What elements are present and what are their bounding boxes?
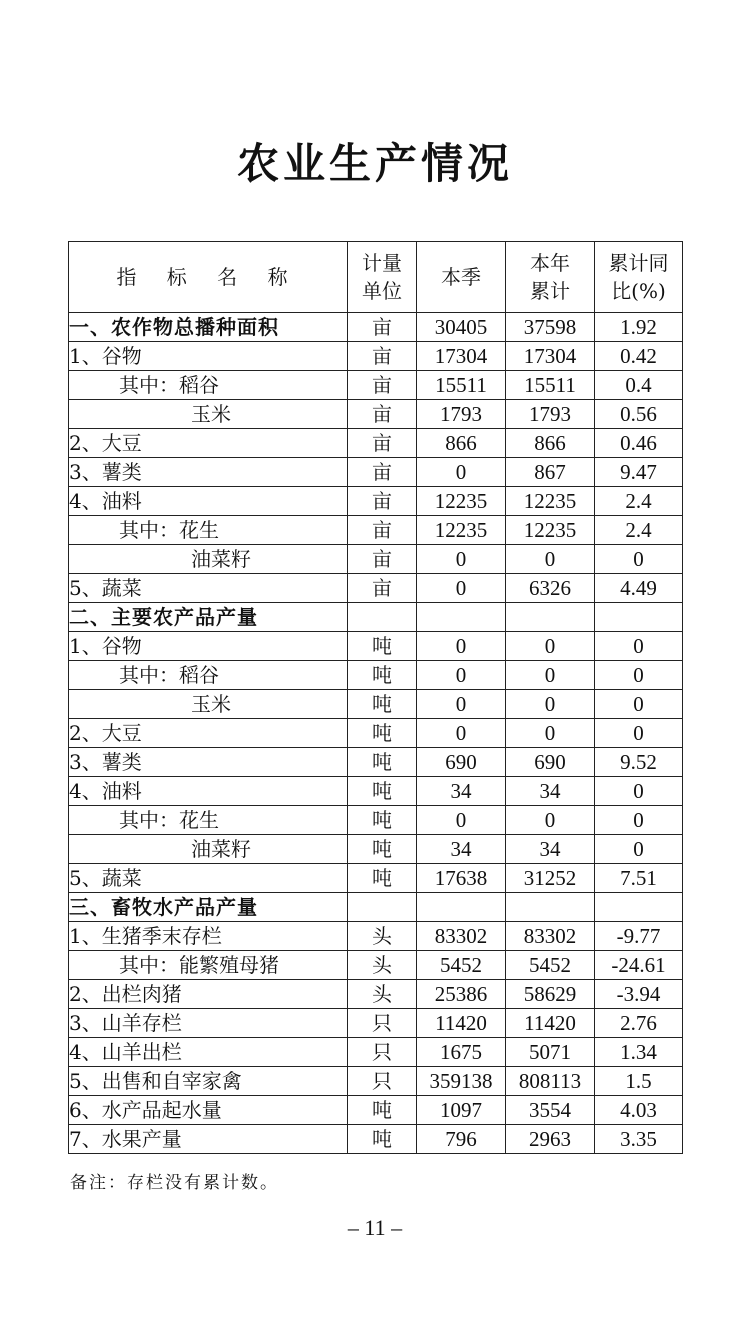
header-indicator-name: 指 标 名 称 (69, 242, 348, 313)
row-season-cell: 15511 (417, 371, 506, 400)
row-unit-cell: 头 (348, 951, 417, 980)
row-ytd-cell (506, 893, 595, 922)
row-ytd-cell: 867 (506, 458, 595, 487)
row-name-cell: 5、蔬菜 (69, 864, 348, 893)
row-name-cell: 4、油料 (69, 777, 348, 806)
row-ytd-cell: 34 (506, 835, 595, 864)
row-ytd-cell (506, 603, 595, 632)
row-ytd-cell: 690 (506, 748, 595, 777)
row-yoy-cell: 0.4 (595, 371, 683, 400)
row-yoy-cell: 1.34 (595, 1038, 683, 1067)
row-ytd-cell: 0 (506, 719, 595, 748)
row-yoy-cell: 7.51 (595, 864, 683, 893)
header-season: 本季 (417, 242, 506, 313)
row-yoy-cell: 3.35 (595, 1125, 683, 1154)
row-ytd-cell: 0 (506, 545, 595, 574)
row-season-cell: 17304 (417, 342, 506, 371)
row-unit-cell: 吨 (348, 719, 417, 748)
table-row (69, 719, 683, 748)
row-season-cell: 0 (417, 632, 506, 661)
table-row (69, 429, 683, 458)
row-unit-cell: 亩 (348, 429, 417, 458)
row-name-cell: 其中：稻谷 (69, 371, 348, 400)
row-ytd-cell: 34 (506, 777, 595, 806)
row-season-cell: 690 (417, 748, 506, 777)
table-row (69, 951, 683, 980)
row-name-cell: 4、油料 (69, 487, 348, 516)
row-season-cell: 0 (417, 661, 506, 690)
row-ytd-cell: 11420 (506, 1009, 595, 1038)
row-season-cell: 0 (417, 545, 506, 574)
row-unit-cell: 吨 (348, 864, 417, 893)
row-unit-cell: 吨 (348, 1096, 417, 1125)
table-row (69, 661, 683, 690)
row-unit-cell: 亩 (348, 458, 417, 487)
row-yoy-cell: 0.42 (595, 342, 683, 371)
row-season-cell: 34 (417, 835, 506, 864)
header-yoy (595, 242, 683, 313)
table-row (69, 342, 683, 371)
row-yoy-cell: 0 (595, 545, 683, 574)
row-unit-cell: 只 (348, 1038, 417, 1067)
row-yoy-cell: 1.5 (595, 1067, 683, 1096)
table-row (69, 545, 683, 574)
row-ytd-cell: 12235 (506, 516, 595, 545)
table-row (69, 690, 683, 719)
row-season-cell: 25386 (417, 980, 506, 1009)
row-yoy-cell: 4.03 (595, 1096, 683, 1125)
row-season-cell: 12235 (417, 487, 506, 516)
row-name-cell: 三、畜牧水产品产量 (69, 893, 348, 922)
row-ytd-cell: 3554 (506, 1096, 595, 1125)
table-row (69, 516, 683, 545)
row-yoy-cell: 9.47 (595, 458, 683, 487)
row-ytd-cell: 31252 (506, 864, 595, 893)
row-yoy-cell: 9.52 (595, 748, 683, 777)
row-season-cell: 0 (417, 719, 506, 748)
header-unit (348, 242, 417, 313)
row-ytd-cell: 0 (506, 806, 595, 835)
row-season-cell: 30405 (417, 313, 506, 342)
row-ytd-cell: 58629 (506, 980, 595, 1009)
table-row (69, 864, 683, 893)
row-name-cell: 二、主要农产品产量 (69, 603, 348, 632)
row-unit-cell: 亩 (348, 545, 417, 574)
row-unit-cell: 只 (348, 1009, 417, 1038)
row-name-cell: 4、山羊出栏 (69, 1038, 348, 1067)
header-ytd-line2: 累计 (530, 279, 570, 303)
row-yoy-cell: 0 (595, 777, 683, 806)
row-unit-cell: 吨 (348, 661, 417, 690)
row-yoy-cell (595, 893, 683, 922)
row-season-cell (417, 603, 506, 632)
row-name-cell: 3、山羊存栏 (69, 1009, 348, 1038)
row-ytd-cell: 5071 (506, 1038, 595, 1067)
row-unit-cell: 吨 (348, 806, 417, 835)
row-ytd-cell: 37598 (506, 313, 595, 342)
row-season-cell: 359138 (417, 1067, 506, 1096)
row-yoy-cell: 0.46 (595, 429, 683, 458)
row-yoy-cell: 2.4 (595, 487, 683, 516)
row-yoy-cell: 0 (595, 632, 683, 661)
table-row (69, 458, 683, 487)
row-season-cell: 5452 (417, 951, 506, 980)
row-unit-cell: 头 (348, 922, 417, 951)
row-unit-cell (348, 893, 417, 922)
row-unit-cell: 亩 (348, 313, 417, 342)
header-ytd (506, 242, 595, 313)
row-name-cell: 其中：稻谷 (69, 661, 348, 690)
table-row (69, 487, 683, 516)
table-row (69, 922, 683, 951)
row-ytd-cell: 17304 (506, 342, 595, 371)
row-yoy-cell: 0 (595, 661, 683, 690)
row-unit-cell: 吨 (348, 1125, 417, 1154)
header-yoy-line1: 累计同 (608, 251, 669, 275)
table-row (69, 313, 683, 342)
row-unit-cell (348, 603, 417, 632)
row-name-cell: 2、出栏肉猪 (69, 980, 348, 1009)
table-row (69, 603, 683, 632)
row-name-cell: 玉米 (69, 400, 348, 429)
row-season-cell: 0 (417, 806, 506, 835)
page-number: – 11 – (347, 1215, 403, 1240)
row-unit-cell: 亩 (348, 574, 417, 603)
table-row (69, 835, 683, 864)
header-yoy-line2: 比(%) (611, 279, 666, 303)
table-row (69, 806, 683, 835)
row-name-cell: 一、农作物总播种面积 (69, 313, 348, 342)
row-ytd-cell: 5452 (506, 951, 595, 980)
row-yoy-cell: 0 (595, 719, 683, 748)
row-ytd-cell: 0 (506, 632, 595, 661)
row-season-cell (417, 893, 506, 922)
row-yoy-cell (595, 603, 683, 632)
row-season-cell: 11420 (417, 1009, 506, 1038)
row-name-cell: 其中：能繁殖母猪 (69, 951, 348, 980)
row-unit-cell: 吨 (348, 835, 417, 864)
header-unit-line2: 单位 (362, 279, 402, 303)
row-season-cell: 796 (417, 1125, 506, 1154)
row-ytd-cell: 2963 (506, 1125, 595, 1154)
row-season-cell: 866 (417, 429, 506, 458)
row-yoy-cell: 0 (595, 806, 683, 835)
table-row (69, 748, 683, 777)
table-row (69, 574, 683, 603)
row-name-cell: 其中：花生 (69, 806, 348, 835)
row-season-cell: 0 (417, 458, 506, 487)
page-title: 农业生产情况 (236, 139, 513, 188)
row-ytd-cell: 15511 (506, 371, 595, 400)
row-unit-cell: 只 (348, 1067, 417, 1096)
row-yoy-cell: -24.61 (595, 951, 683, 980)
row-name-cell: 2、大豆 (69, 719, 348, 748)
row-unit-cell: 亩 (348, 342, 417, 371)
row-name-cell: 2、大豆 (69, 429, 348, 458)
row-unit-cell: 吨 (348, 777, 417, 806)
row-unit-cell: 吨 (348, 748, 417, 777)
row-name-cell: 3、薯类 (69, 748, 348, 777)
table-row (69, 632, 683, 661)
table-row (69, 893, 683, 922)
row-unit-cell: 亩 (348, 487, 417, 516)
row-name-cell: 油菜籽 (69, 545, 348, 574)
table-row (69, 980, 683, 1009)
row-season-cell: 0 (417, 574, 506, 603)
row-name-cell: 5、蔬菜 (69, 574, 348, 603)
row-name-cell: 6、水产品起水量 (69, 1096, 348, 1125)
row-yoy-cell: 0.56 (595, 400, 683, 429)
row-ytd-cell: 6326 (506, 574, 595, 603)
header-ytd-line1: 本年 (530, 251, 570, 275)
header-unit-line1: 计量 (362, 251, 402, 275)
row-yoy-cell: -3.94 (595, 980, 683, 1009)
table-row (69, 1009, 683, 1038)
row-yoy-cell: 4.49 (595, 574, 683, 603)
row-unit-cell: 亩 (348, 516, 417, 545)
row-ytd-cell: 0 (506, 690, 595, 719)
row-ytd-cell: 12235 (506, 487, 595, 516)
row-yoy-cell: 0 (595, 835, 683, 864)
table-row (69, 371, 683, 400)
row-name-cell: 1、生猪季末存栏 (69, 922, 348, 951)
row-yoy-cell: 2.4 (595, 516, 683, 545)
row-name-cell: 油菜籽 (69, 835, 348, 864)
row-name-cell: 7、水果产量 (69, 1125, 348, 1154)
footnote: 备注：存栏没有累计数。 (70, 1173, 279, 1193)
table-row (69, 777, 683, 806)
row-season-cell: 83302 (417, 922, 506, 951)
row-name-cell: 3、薯类 (69, 458, 348, 487)
table-row (69, 400, 683, 429)
row-season-cell: 17638 (417, 864, 506, 893)
row-season-cell: 34 (417, 777, 506, 806)
row-season-cell: 12235 (417, 516, 506, 545)
table-row (69, 1096, 683, 1125)
row-ytd-cell: 1793 (506, 400, 595, 429)
row-name-cell: 1、谷物 (69, 342, 348, 371)
row-ytd-cell: 0 (506, 661, 595, 690)
row-season-cell: 1675 (417, 1038, 506, 1067)
row-season-cell: 1793 (417, 400, 506, 429)
table-header-row (69, 242, 683, 313)
row-unit-cell: 头 (348, 980, 417, 1009)
row-unit-cell: 吨 (348, 690, 417, 719)
row-yoy-cell: 1.92 (595, 313, 683, 342)
row-ytd-cell: 808113 (506, 1067, 595, 1096)
row-name-cell: 玉米 (69, 690, 348, 719)
row-season-cell: 0 (417, 690, 506, 719)
row-yoy-cell: -9.77 (595, 922, 683, 951)
row-ytd-cell: 83302 (506, 922, 595, 951)
row-yoy-cell: 2.76 (595, 1009, 683, 1038)
row-name-cell: 1、谷物 (69, 632, 348, 661)
table-row (69, 1125, 683, 1154)
agriculture-table (68, 241, 683, 1154)
row-unit-cell: 亩 (348, 371, 417, 400)
row-unit-cell: 亩 (348, 400, 417, 429)
row-yoy-cell: 0 (595, 690, 683, 719)
row-season-cell: 1097 (417, 1096, 506, 1125)
table-row (69, 1038, 683, 1067)
row-unit-cell: 吨 (348, 632, 417, 661)
row-name-cell: 5、出售和自宰家禽 (69, 1067, 348, 1096)
row-ytd-cell: 866 (506, 429, 595, 458)
row-name-cell: 其中：花生 (69, 516, 348, 545)
table-row (69, 1067, 683, 1096)
